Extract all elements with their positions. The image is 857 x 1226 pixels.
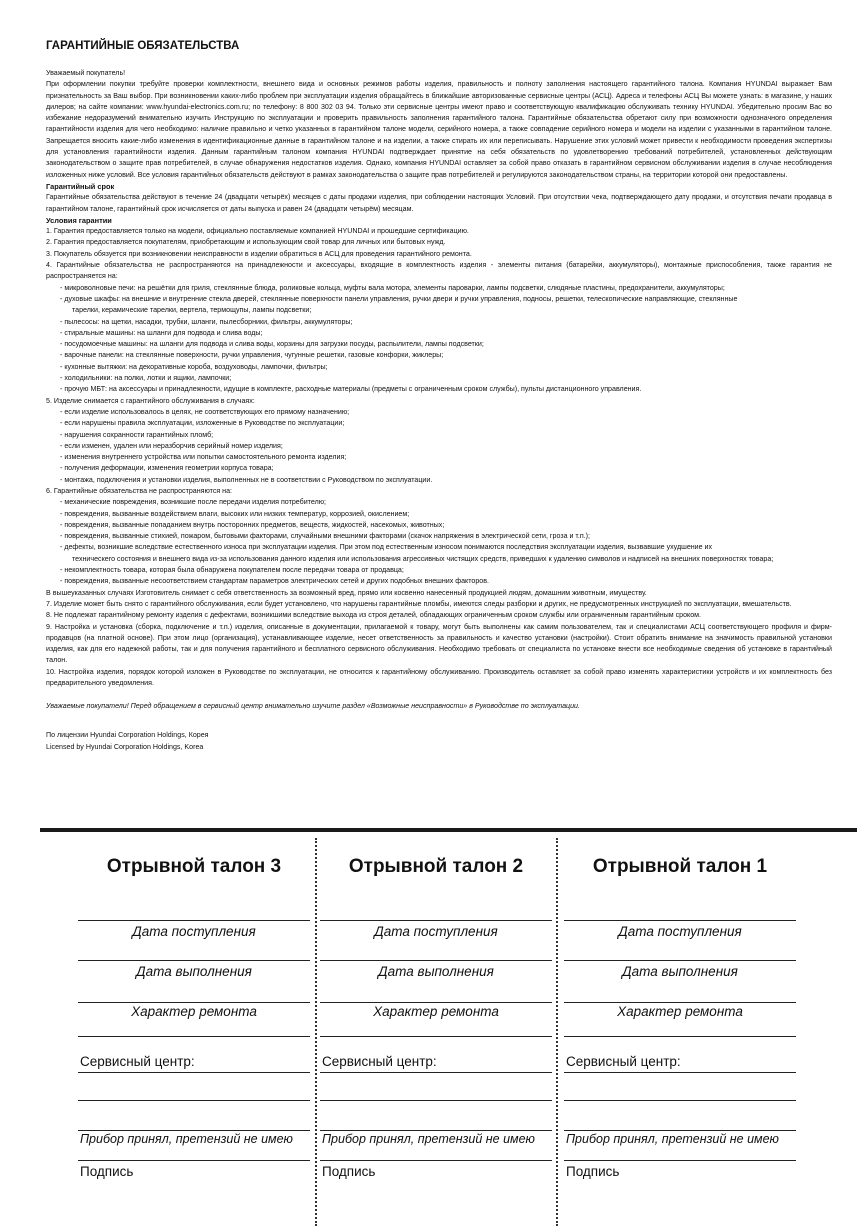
received-date-label: Дата поступления [618,924,742,939]
condition-item: 3. Покупатель обязуется при возникновении неисправности в изделии обратиться в АСЦ для проведения гарантийного ремонта. [46,249,472,258]
field-line[interactable] [564,1072,796,1073]
field-line[interactable] [78,920,310,921]
field-line[interactable] [320,920,552,921]
condition-subitem: - пылесосы: на щетки, насадки, трубки, шланги, пылесборники, фильтры, аккумуляторы; [60,317,353,326]
condition-item: 9. Настройка и установка (сборка, подключение и т.п.) изделия, описанные в документации, прилагаемой к товару, могут быть выполнены как самим пользователем, так и специалистами АСЦ соответствующего профиля и фирм-продавцов (на платной основе). При этом лицо (организация), устанавливающее изделие, несет ответственность за правильность и качество установки (настройки). Стоит обратить внимание на значимость правильной установки изделия, как для его надежной работы, так и для получения гарантийного и бесплатного сервисного обслуживания. Необходимо требовать от специалиста по установке внести все необходимые сведения об установке в гарантийный талон. [46,622,832,665]
coupon-title: Отрывной талон 1 [592,856,768,877]
field-line[interactable] [320,1072,552,1073]
field-line[interactable] [78,960,310,961]
condition-subitem: - микроволновые печи: на решётки для гриля, стеклянные блюда, роликовые кольца, муфты вала мотора, элементы пароварки, лампы подсветки, слюдяные пластины, предохранители, аккумуляторы; [60,283,725,292]
field-line[interactable] [78,1130,310,1131]
condition-subitem: - если изменен, удален или неразборчив серийный номер изделия; [60,441,283,450]
coupon-2 [320,832,552,1226]
condition-item: 8. Не подлежат гарантийному ремонту изделия с дефектами, возникшими вследствие выхода из строя деталей, обладающих ограниченным сроком службы или ограниченным гарантийным сроком. [46,611,702,620]
field-line[interactable] [564,1130,796,1131]
accepted-statement: Прибор принял, претензий не имею [322,1132,535,1146]
completed-date-label: Дата выполнения [622,964,738,979]
field-line[interactable] [320,1160,552,1161]
license-en: Licensed by Hyundai Corporation Holdings, Korea [46,742,204,751]
repair-type-label: Характер ремонта [131,1004,257,1019]
perforation-line [315,838,317,1226]
condition-subitem: - посудомоечные машины: на шланги для подвода и слива воды, корзины для загрузки посуды, распылители, лампы подсветки; [60,340,484,349]
condition-item: 10. Настройка изделия, порядок которой изложен в Руководстве по эксплуатации, не относится к гарантийному обслуживанию. Производитель оставляет за собой право изменять характеристики устройств и их комплектность без предварительного уведомления. [46,667,832,688]
condition-subitem: техническего состояния и внешнего вида из-за использования данного изделия или использования агрессивных чистящих средств, приведших к удалению символов и надписей на внешних поверхностях товара; [72,554,774,563]
condition-subitem: - повреждения, вызванные стихией, пожаром, бытовыми факторами, случайными внешними факторами (скачок напряжения в электрической сети, гроза и т.п.); [60,532,591,541]
field-line[interactable] [78,1036,310,1037]
intro-paragraph: При оформлении покупки требуйте проверки комплектности, внешнего вида и основных режимов работы изделия, правильность и полноту заполнения настоящего гарантийного талона. Компания HYUNDAI выражает Вам признательность за Ваш выбор. При возникновении каких-либо проблем при эксплуатации изделия обращайтесь в ближайшие авторизованные сервисные центры (АСЦ). Адреса и телефоны АСЦ Вы можете узнать: в магазине, у наших дилеров; на сайте компании: www.hyundai-electronics.com.ru; по телефону: 8 800 302 03 94. Только эти сервисные центры имеют право и соответствующую квалификацию обслуживать технику HYUNDAI. Убедительно просим Вас во избежание недоразумений внимательно изучить Инструкцию по эксплуатации и проверить правильность заполнения гарантийного талона. Гарантийные обязательства обретают силу при возможности однозначного определения гарантийности изделия для чего необходимо: наличие правильно и четко указанных в гарантийном талоне модели, серийного номера, а также совпадение серийного номера и модели на изделии с указанными в гарантийном талоне. Запрещается вносить какие-либо изменения в идентификационные данные в гарантийном талоне и на изделии, а также стирать их или переписывать. Нарушение этих условий может привести к необходимости проведения экспертизы для установления гарантийности изделия. Данным гарантийным талоном компания HYUNDAI подтверждает принятие на себя обязательств по удовлетворению требований потребителей, установленных действующим законодательством о защите прав потребителей, в случае обнаружения недостатков изделия. Однако, компания HYUNDAI оставляет за собой право отказать в гарантийном сервисном обслуживании изделия в случае несоблюдения изложенных ниже условий. Все условия гарантийных обязательств действуют в рамках законодательства о защите прав потребителей и регулируются законодательством страны, на территории которой они предоставлены. [46,80,832,179]
condition-item: 6. Гарантийные обязательства не распространяются на: [46,486,233,495]
condition-subitem: - повреждения, вызванные воздействием влаги, высоких или низких температур, коррозией, окислением; [60,509,410,518]
condition-item: 2. Гарантия предоставляется покупателям, приобретающим и использующим свой товар для личных или бытовых нужд. [46,238,446,247]
condition-subitem: - повреждения, вызванные несоответствием стандартам параметров электрических сетей и других подобных внешних факторов. [60,577,489,586]
condition-subitem: - если изделие использовалось в целях, не соответствующих его прямому назначению; [60,407,350,416]
condition-subitem: - дефекты, возникшие вследствие естественного износа при эксплуатации изделия. При этом под естественным износом понимаются последствия эксплуатации изделия, вызвавшие ухудшение их [60,543,713,552]
service-notice: Уважаемые покупатели! Перед обращением в сервисный центр внимательно изучите раздел «Возможные неисправности» в Руководстве по эксплуатации. [46,702,580,711]
condition-subitem: - варочные панели: на стеклянные поверхности, ручки управления, чугунные решетки, газовые конфорки, жиклеры; [60,351,444,360]
condition-subitem: - получения деформации, изменения геометрии корпуса товара; [60,464,274,473]
period-paragraph: Гарантийные обязательства действуют в течение 24 (двадцати четырёх) месяцев с даты продажи изделия, при соблюдении настоящих Условий. При отсутствии чека, подтверждающего дату продажи, и отсутствия печати продавца в гарантийном талоне, гарантийный срок исчисляется от даты выпуска и равен 24 (двадцати четырём) месяцам. [46,193,832,213]
field-line[interactable] [320,1036,552,1037]
field-line[interactable] [78,1072,310,1073]
greeting: Уважаемый покупатель! [46,69,126,77]
signature-label: Подпись [80,1164,134,1179]
condition-item: 1. Гарантия предоставляется только на модели, официально поставляемые компанией HYUNDAI и прошедшие сертификацию. [46,227,469,236]
field-line[interactable] [78,1160,310,1161]
condition-subitem: - прочую МБТ: на аксессуары и принадлежности, идущие в комплекте, расходные материалы (предметы с ограниченным сроком службы), пульты дистанционного управления. [60,385,642,394]
condition-subitem: - если нарушены правила эксплуатации, изложенные в Руководстве по эксплуатации; [60,419,345,428]
condition-subitem: - кухонные вытяжки: на декоративные короба, воздуховоды, лампочки, фильтры; [60,362,328,371]
received-date-label: Дата поступления [374,924,498,939]
license-ru: По лицензии Hyundai Corporation Holdings, Корея [46,731,209,740]
condition-subitem: - изменения внутреннего устройства или попытки самостоятельного ремонта изделия; [60,453,347,462]
completed-date-label: Дата выполнения [136,964,252,979]
field-line[interactable] [320,1100,552,1101]
coupon-1 [564,832,796,1226]
condition-subitem: - некомплектность товара, которая была обнаружена покупателем после передачи товара от продавца; [60,566,404,575]
field-line[interactable] [320,960,552,961]
conditions-heading: Условия гарантии [46,215,112,225]
condition-subitem: - стиральные машины: на шланги для подвода и слива воды; [60,328,263,337]
conditions-list-a [46,226,832,689]
service-center-label: Сервисный центр: [566,1054,681,1069]
coupon-title: Отрывной талон 3 [106,856,282,877]
condition-item: В вышеуказанных случаях Изготовитель снимает с себя ответственность за возможный вред, прямо или косвенно нанесенный продукцией людям, домашним животным, имуществу. [46,588,647,597]
coupon-title: Отрывной талон 2 [348,856,524,877]
completed-date-label: Дата выполнения [378,964,494,979]
field-line[interactable] [564,1100,796,1101]
signature-label: Подпись [322,1164,376,1179]
perforation-line [556,838,558,1226]
field-line[interactable] [564,960,796,961]
condition-subitem: - духовые шкафы: на внешние и внутренние стекла дверей, стеклянные поверхности панели управления, ручки двери и ручки управления, подносы, решетки, телескопические направляющие, стеклянные [60,294,738,303]
accepted-statement: Прибор принял, претензий не имею [566,1132,779,1146]
service-center-label: Сервисный центр: [322,1054,437,1069]
condition-subitem: - холодильники: на полки, лотки и ящики, лампочки; [60,374,232,383]
condition-item: 5. Изделие снимается с гарантийного обслуживания в случаях: [46,396,255,405]
condition-subitem: - механические повреждения, возникшие после передачи изделия потребителю; [60,498,326,507]
tear-off-coupons [0,832,857,1226]
signature-label: Подпись [566,1164,620,1179]
condition-subitem: - нарушения сохранности гарантийных пломб; [60,430,214,439]
field-line[interactable] [564,920,796,921]
field-line[interactable] [564,1160,796,1161]
condition-subitem: - повреждения, вызванные попаданием внутрь посторонних предметов, веществ, жидкостей, насекомых, животных; [60,520,445,529]
field-line[interactable] [564,1002,796,1003]
field-line[interactable] [564,1036,796,1037]
field-line[interactable] [78,1002,310,1003]
condition-subitem: тарелки, керамические тарелки, вертела, термощупы, лампы подсветки; [72,306,312,315]
accepted-statement: Прибор принял, претензий не имею [80,1132,293,1146]
condition-item: 4. Гарантийные обязательства не распространяются на принадлежности и аксессуары, входящие в комплектность изделия - элементы питания (батарейки, аккумуляторы), монтажные приспособления, также гарантия не распространяется на: [46,261,832,281]
warranty-section [46,40,832,754]
field-line[interactable] [320,1002,552,1003]
warranty-title: ГАРАНТИЙНЫЕ ОБЯЗАТЕЛЬСТВА [46,40,240,52]
period-heading: Гарантийный срок [46,181,115,191]
received-date-label: Дата поступления [132,924,256,939]
service-center-label: Сервисный центр: [80,1054,195,1069]
repair-type-label: Характер ремонта [373,1004,499,1019]
condition-subitem: - монтажа, подключения и установки изделия, выполненных не в соответствии с Руководством по эксплуатации. [60,475,433,484]
repair-type-label: Характер ремонта [617,1004,743,1019]
coupon-3 [78,832,310,1226]
condition-item: 7. Изделие может быть снято с гарантийного обслуживания, если будет установлено, что нарушены гарантийные пломбы, имеются следы разборки и других, не предусмотренных инструкцией по эксплуатации, вмешательств. [46,599,792,608]
field-line[interactable] [320,1130,552,1131]
field-line[interactable] [78,1100,310,1101]
